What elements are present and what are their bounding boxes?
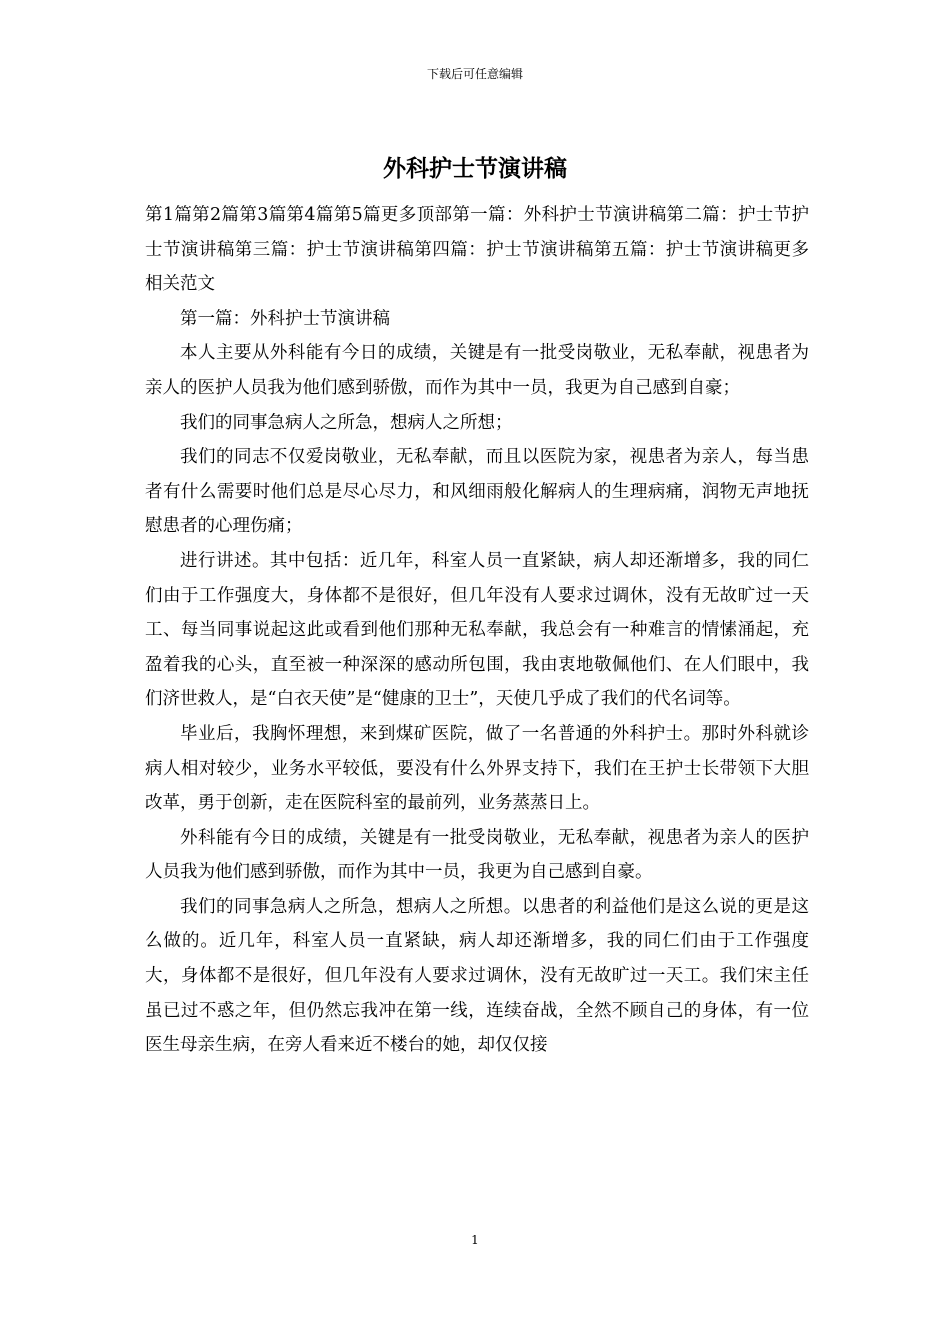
paragraph: 外科能有今日的成绩，关键是有一批受岗敬业，无私奉献，视患者为亲人的医护人员我为他们感到骄傲，而作为其中一员，我更为自己感到自豪。 [145,827,809,883]
paragraph: 进行讲述。其中包括：近几年，科室人员一直紧缺，病人却还渐增多，我的同仁们由于工作强度大，身体都不是很好，但几年没有人要求过调休，没有无故旷过一天工、每当同事说起这此或看到他们那种无私奉献，我总会有一种难言的情愫涌起，充盈着我的心头，直至被一种深深的感动所包围，我由衷地敬佩他们、在人们眼中，我们济世救人，是“白衣天使”是“健康的卫士”，天使几乎成了我们的代名词等。 [145,550,809,710]
page-header: 下载后可任意编辑 [426,67,523,81]
document-title: 外科护士节演讲稿 [383,155,567,182]
paragraph: 第一篇：外科护士节演讲稿 [180,308,390,329]
paragraph: 我们的同事急病人之所急，想病人之所想。以患者的利益他们是这么说的更是这么做的。近几年，科室人员一直紧缺，病人却还渐增多，我的同仁们由于工作强度大，身体都不是很好，但几年没有人要求过调休，没有无故旷过一天工。我们宋主任虽已过不惑之年，但仍然忘我冲在第一线，连续奋战，全然不顾自己的身体，有一位医生母亲生病，在旁人看来近不楼台的她，却仅仅接 [145,896,809,1056]
paragraph: 我们的同志不仅爱岗敬业，无私奉献，而且以医院为家，视患者为亲人，每当患者有什么需要时他们总是尽心尽力，和风细雨般化解病人的生理病痛，润物无声地抚慰患者的心理伤痛； [145,447,809,537]
paragraph: 本人主要从外科能有今日的成绩，关键是有一批受岗敬业，无私奉献，视患者为亲人的医护人员我为他们感到骄傲，而作为其中一员，我更为自己感到自豪； [145,343,809,398]
paragraph: 毕业后，我胸怀理想，来到煤矿医院，做了一名普通的外科护士。那时外科就诊病人相对较少，业务水平较低，要没有什么外界支持下，我们在王护士长带领下大胆改革，勇于创新，走在医院科室的最前列，业务蒸蒸日上。 [145,723,809,814]
document-body [145,198,809,1063]
page-number: 1 [471,1233,479,1247]
paragraph: 我们的同事急病人之所急，想病人之所想； [180,412,513,433]
paragraph-toc: 第1篇第2篇第3篇第4篇第5篇更多顶部第一篇：外科护士节演讲稿第二篇：护士节护士节演讲稿第三篇：护士节演讲稿第四篇：护士节演讲稿第五篇：护士节演讲稿更多相关范文 [145,205,809,295]
